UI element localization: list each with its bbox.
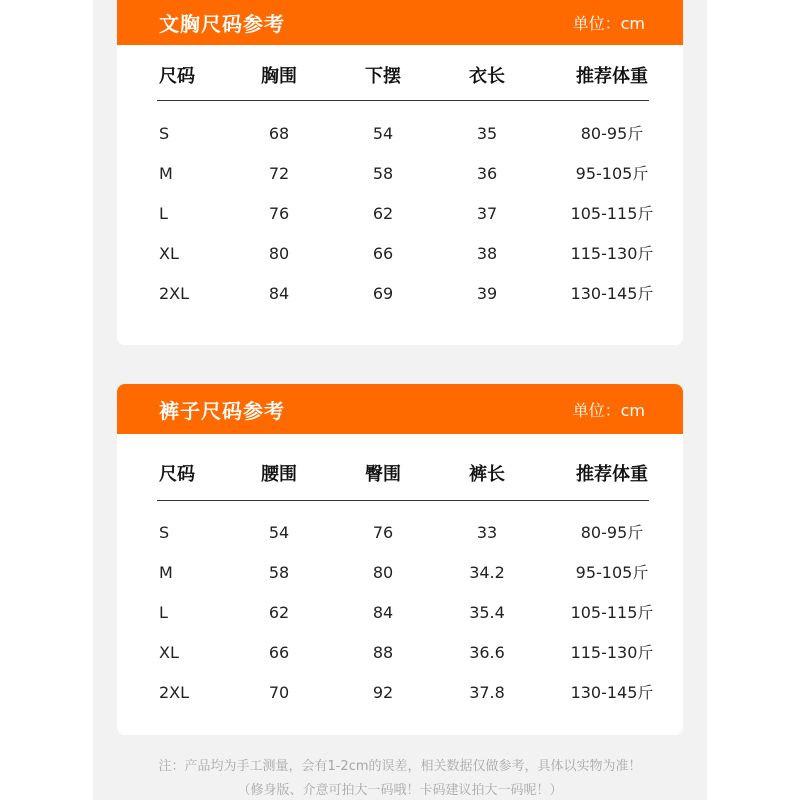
cell-bust: 76 xyxy=(268,204,290,223)
cell-hem: 58 xyxy=(372,164,394,183)
cell-size: S xyxy=(159,523,170,542)
pants-size-card xyxy=(117,384,683,735)
cell-weight: 130-145斤 xyxy=(570,284,654,303)
footnote-line-1: 注：产品均为手工测量，会有1-2cm的误差，相关数据仅做参考，具体以实物为准！ xyxy=(158,759,642,774)
header-hip: 臀围 xyxy=(365,464,401,485)
cell-hip: 88 xyxy=(372,643,394,662)
cell-size: M xyxy=(159,563,173,582)
cell-length: 38 xyxy=(476,244,498,263)
cell-weight: 115-130斤 xyxy=(570,244,654,263)
cell-pants-length: 36.6 xyxy=(469,643,505,662)
header-pants-length: 裤长 xyxy=(469,464,505,485)
table-header-row xyxy=(117,460,683,490)
table-row xyxy=(117,119,683,149)
header-divider xyxy=(157,100,649,101)
cell-size: 2XL xyxy=(159,284,190,303)
bra-size-header xyxy=(117,0,683,45)
header-divider xyxy=(157,500,649,501)
cell-hip: 84 xyxy=(372,603,394,622)
cell-hip: 92 xyxy=(372,683,394,702)
cell-weight: 80-95斤 xyxy=(580,523,644,542)
cell-weight: 105-115斤 xyxy=(570,204,654,223)
bra-size-table xyxy=(117,45,683,335)
cell-weight: 115-130斤 xyxy=(570,643,654,662)
header-waist: 腰围 xyxy=(261,464,297,485)
cell-pants-length: 35.4 xyxy=(469,603,505,622)
cell-hem: 69 xyxy=(372,284,394,303)
bra-size-card xyxy=(117,0,683,345)
cell-hip: 80 xyxy=(372,563,394,582)
cell-length: 39 xyxy=(476,284,498,303)
cell-pants-length: 33 xyxy=(476,523,498,542)
cell-size: XL xyxy=(159,643,179,662)
table-header-row xyxy=(117,62,683,92)
pants-size-header xyxy=(117,384,683,434)
table-row xyxy=(117,159,683,189)
table-row xyxy=(117,638,683,668)
cell-waist: 70 xyxy=(268,683,290,702)
header-size: 尺码 xyxy=(159,464,195,485)
cell-waist: 58 xyxy=(268,563,290,582)
cell-hem: 66 xyxy=(372,244,394,263)
table-row xyxy=(117,598,683,628)
table-row xyxy=(117,518,683,548)
header-size: 尺码 xyxy=(159,66,195,87)
cell-bust: 80 xyxy=(268,244,290,263)
table-row xyxy=(117,678,683,708)
cell-length: 36 xyxy=(476,164,498,183)
cell-size: S xyxy=(159,124,170,143)
cell-length: 35 xyxy=(476,124,498,143)
table-row xyxy=(117,239,683,269)
cell-bust: 84 xyxy=(268,284,290,303)
cell-bust: 68 xyxy=(268,124,290,143)
cell-hip: 76 xyxy=(372,523,394,542)
cell-weight: 95-105斤 xyxy=(575,164,649,183)
table-row xyxy=(117,558,683,588)
cell-size: M xyxy=(159,164,173,183)
cell-weight: 95-105斤 xyxy=(575,563,649,582)
table-row xyxy=(117,279,683,309)
cell-size: 2XL xyxy=(159,683,190,702)
pants-size-table xyxy=(117,434,683,724)
header-bust: 胸围 xyxy=(261,66,297,87)
pants-size-title: 裤子尺码参考 xyxy=(159,398,285,423)
cell-hem: 54 xyxy=(372,124,394,143)
cell-waist: 66 xyxy=(268,643,290,662)
bra-size-title: 文胸尺码参考 xyxy=(159,12,285,36)
cell-pants-length: 34.2 xyxy=(469,563,505,582)
cell-waist: 62 xyxy=(268,603,290,622)
footnote-line-2: （修身版、介意可拍大一码哦！卡码建议拍大一码呢！） xyxy=(237,783,563,798)
cell-size: XL xyxy=(159,244,179,263)
bra-size-unit: 单位：cm xyxy=(572,14,645,33)
cell-size: L xyxy=(159,603,168,622)
cell-waist: 54 xyxy=(268,523,290,542)
cell-weight: 130-145斤 xyxy=(570,683,654,702)
header-hem: 下摆 xyxy=(365,66,401,87)
cell-bust: 72 xyxy=(268,164,290,183)
cell-pants-length: 37.8 xyxy=(469,683,505,702)
header-weight: 推荐体重 xyxy=(576,66,648,87)
pants-size-unit: 单位：cm xyxy=(572,400,645,420)
cell-weight: 80-95斤 xyxy=(580,124,644,143)
header-length: 衣长 xyxy=(469,66,505,87)
table-row xyxy=(117,199,683,229)
cell-size: L xyxy=(159,204,168,223)
cell-hem: 62 xyxy=(372,204,394,223)
cell-length: 37 xyxy=(476,204,498,223)
cell-weight: 105-115斤 xyxy=(570,603,654,622)
header-weight: 推荐体重 xyxy=(576,464,648,485)
